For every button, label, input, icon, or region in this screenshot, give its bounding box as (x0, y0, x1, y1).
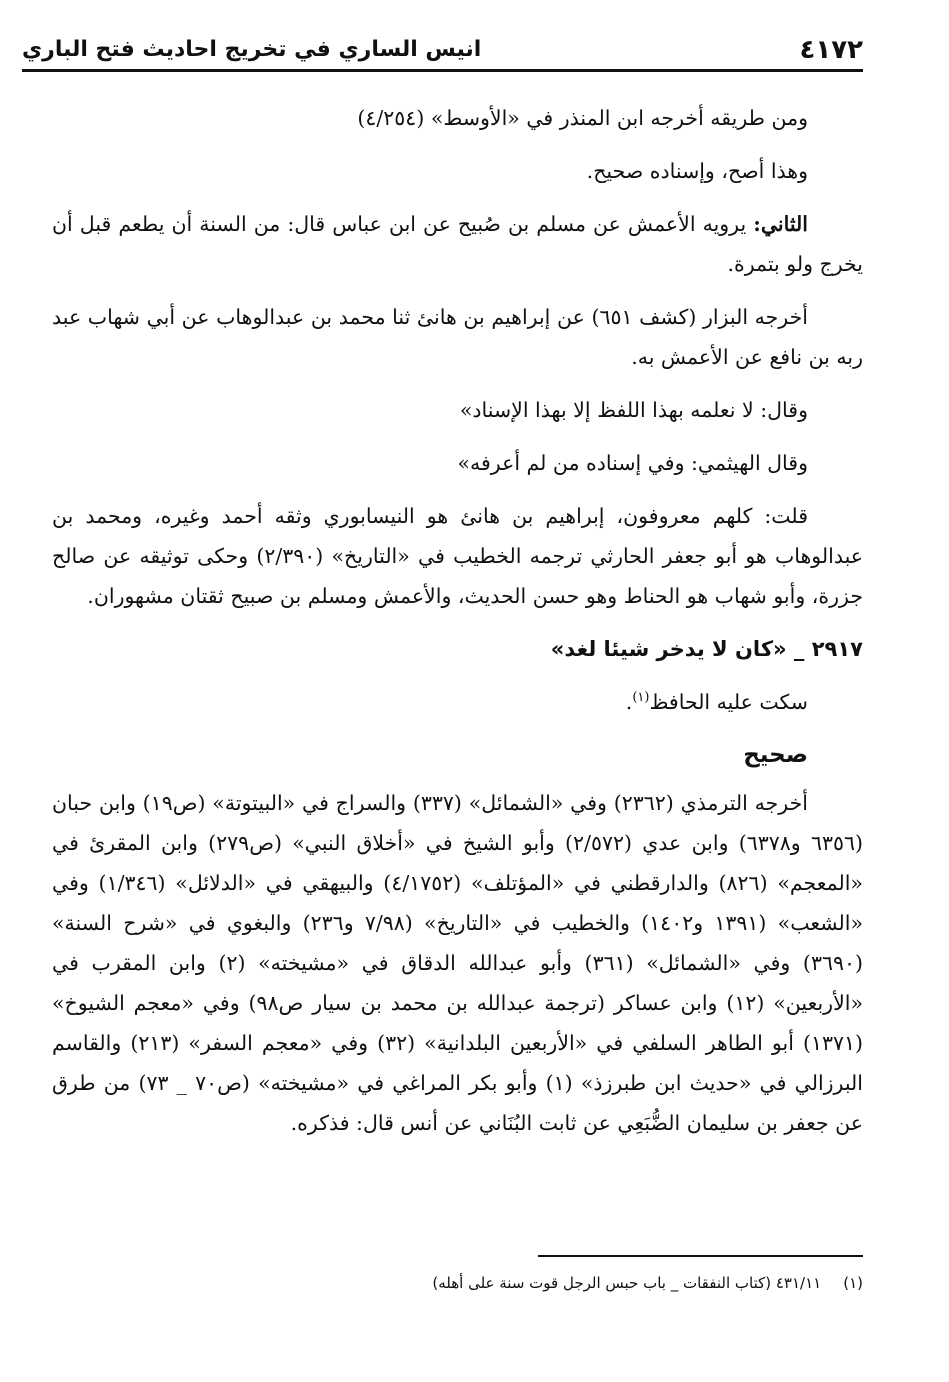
paragraph: أخرجه الترمذي (٢٣٦٢) وفي «الشمائل» (٣٣٧) والسراج في «البيتوتة» (ص١٩) وابن حبان (٦٣٥٦ و٦٣٧٨) وابن عدي (٢/٥٧٢) وأبو الشيخ في «أخلاق النبي» (ص٢٧٩) وابن المقرئ في «المعجم» (٨٢٦) والدارقطني في «المؤتلف» (٤/١٧٥٢) والبيهقي في «الدلائل» (١/٣٤٦) وفي «الشعب» (١٣٩١ و١٤٠٢) والخطيب في «التاريخ» (٧/٩٨ و٢٣٦) والبغوي في «شرح السنة» (٣٦٩٠) وفي «الشمائل» (٣٦١) وأبو عبدالله الدقاق في «مشيخته» (٢) وابن المقرب في «الأربعين» (١٢) وابن عساكر (ترجمة عبدالله بن محمد بن سيار ص٩٨) وفي «معجم الشيوخ» (١٣٧١) أبو الطاهر السلفي في «الأربعين البلدانية» (٣٢) وفي «معجم السفر» (٢١٣) والقاسم البرزالي في «حديث ابن طبرزذ» (١) وأبو بكر المراغي في «مشيخته» (ص٧٠ _ ٧٣) من طرق عن جعفر بن سليمان الضُّبَعِي عن ثابت البُنَاني عن أنس قال: فذكره. (52, 791, 864, 1135)
running-title: انيس الساري في تخريج احاديث فتح الباري (22, 37, 482, 62)
paragraph-end: . (625, 690, 633, 714)
paragraph: أخرجه البزار (كشف ٦٥١) عن إبراهيم بن هانئ ثنا محمد بن عبدالوهاب عن أبي شهاب عبد ربه بن نافع عن الأعمش به. (52, 305, 863, 369)
paragraph: ومن طريقه أخرجه ابن المنذر في «الأوسط» (٤/٢٥٤) (357, 106, 808, 130)
paragraph-text: يرويه الأعمش عن مسلم بن صُبيح عن ابن عباس قال: من السنة أن يطعم قبل أن يخرج ولو بتمرة. (52, 212, 863, 276)
paragraph-text: سكت عليه الحافظ (649, 690, 808, 714)
paragraph: وقال الهيثمي: وفي إسناده من لم أعرفه» (457, 451, 808, 475)
footnote (52, 1268, 863, 1298)
footnote-marker: (١) (843, 1274, 863, 1292)
hadith-heading: ٢٩١٧ _ «كان لا يدخر شيئا لغد» (550, 637, 863, 661)
footnote-divider (538, 1255, 863, 1257)
paragraph (52, 204, 863, 284)
grade-heading: صحيح (743, 742, 808, 768)
footnote-ref[interactable]: (١) (632, 690, 650, 706)
paragraph-lead: الثاني: (753, 212, 808, 236)
footnote-text: ٤٣١/١١ (كتاب النفقات _ باب حبس الرجل قوت سنة على أهله) (432, 1274, 822, 1292)
paragraph (52, 682, 863, 722)
paragraph: وقال: لا نعلمه بهذا اللفظ إلا بهذا الإسناد» (459, 398, 808, 422)
main-text (52, 98, 863, 1156)
paragraph: وهذا أصح، وإسناده صحيح. (586, 159, 808, 183)
page-header (22, 32, 863, 72)
paragraph: قلت: كلهم معروفون، إبراهيم بن هانئ هو النيسابوري وثقه أحمد وغيره، ومحمد بن عبدالوهاب هو أبو جعفر الحارثي ترجمه الخطيب في «التاريخ» (٢/٣٩٠) وحكى توثيقه عن صالح جزرة، وأبو شهاب هو الحناط وهو حسن الحديث، والأعمش ومسلم بن صبيح ثقتان مشهوران. (52, 504, 864, 608)
page-number: ٤١٧٢ (799, 35, 863, 65)
